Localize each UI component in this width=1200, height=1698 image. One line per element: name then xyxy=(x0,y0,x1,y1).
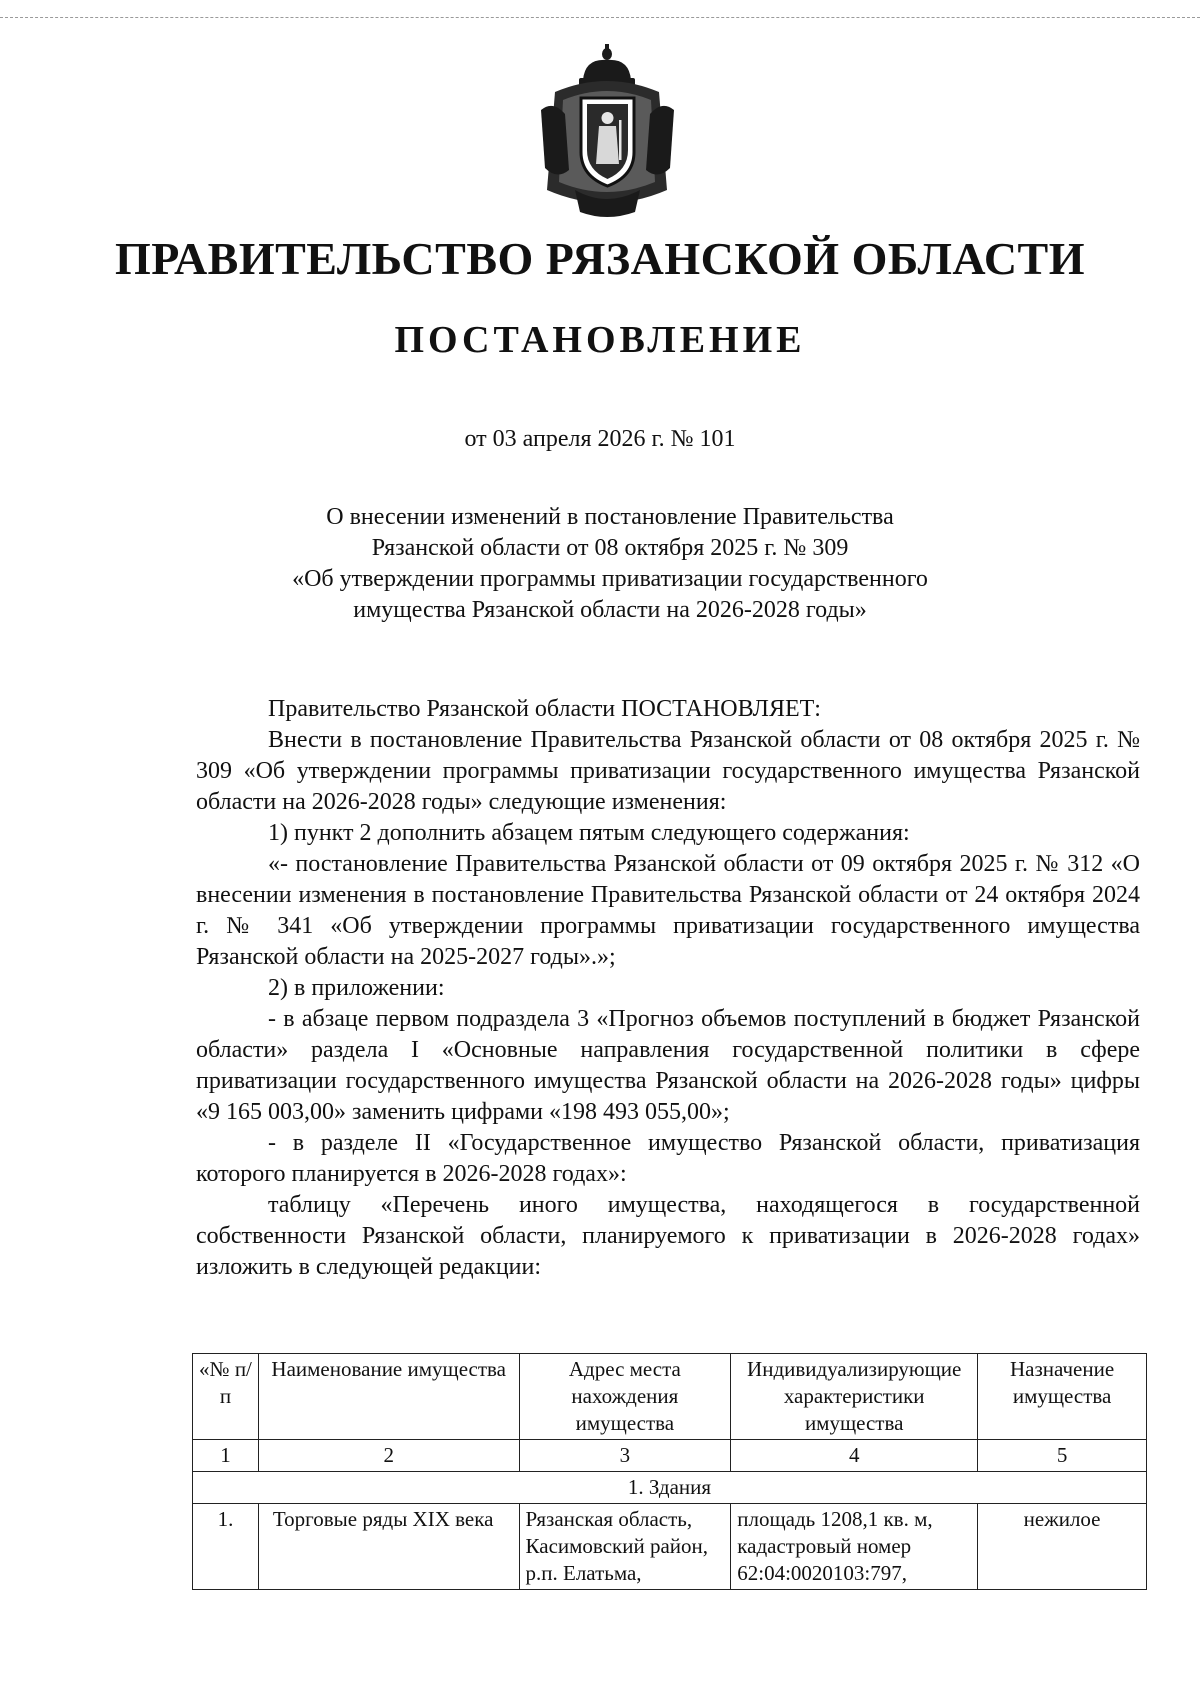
body-paragraph-item-1-text: «- постановление Правительства Рязанской области от 09 октября 2025 г. № 312 «О внесении изменения в постановление Правительства Рязанской области от 24 октября 2024 г. № 341 «Об утверждении программы приватизации государственного имущества Рязанской области на 2025-2027 годы».»; xyxy=(196,851,1140,970)
document-subject xyxy=(260,502,960,626)
header-num: «№ п/п xyxy=(193,1354,259,1440)
government-title: ПРАВИТЕЛЬСТВО РЯЗАНСКОЙ ОБЛАСТИ xyxy=(114,233,1086,284)
body-paragraph-item-2: 2) в приложении: xyxy=(268,975,445,1001)
subject-line: О внесении изменений в постановление Правительства xyxy=(326,504,894,530)
header-purpose: Назначение имущества xyxy=(978,1354,1147,1440)
scan-top-border xyxy=(0,17,1200,18)
header-address: Адрес места нахождения имущества xyxy=(519,1354,731,1440)
column-number: 2 xyxy=(258,1440,519,1472)
property-name: Торговые ряды XIX века xyxy=(258,1504,519,1590)
column-number: 1 xyxy=(193,1440,259,1472)
body-paragraph-amend-intro: Внести в постановление Правительства Рязанской области от 08 октября 2025 г. № 309 «Об утверждении программы приватизации государственного имущества Рязанской области на 2026-2028 годы» следующие изменения: xyxy=(196,727,1140,815)
property-address: Рязанская область, Касимовский район, р.п. Елатьма, xyxy=(519,1504,731,1590)
column-number: 5 xyxy=(978,1440,1147,1472)
body-paragraph-item-2-section: - в разделе II «Государственное имущество Рязанской области, приватизация которого планируется в 2026-2028 годах»: xyxy=(196,1130,1140,1187)
property-purpose: нежилое xyxy=(978,1504,1147,1590)
column-number: 3 xyxy=(519,1440,731,1472)
table-section-row xyxy=(193,1472,1147,1504)
row-number: 1. xyxy=(193,1504,259,1590)
body-paragraph-resolves: Правительство Рязанской области ПОСТАНОВЛЯЕТ: xyxy=(268,696,821,722)
date-and-number: от 03 апреля 2026 г. № 101 xyxy=(464,426,736,452)
body-paragraph-item-2-forecast: - в абзаце первом подраздела 3 «Прогноз объемов поступлений в бюджет Рязанской области» раздела I «Основные направления государственной политики в сфере приватизации государственного имущества Рязанской области на 2026-2028 годы» цифры «9 165 003,00» заменить цифрами «198 493 055,00»; xyxy=(196,1006,1140,1125)
section-heading: 1. Здания xyxy=(193,1472,1147,1504)
property-characteristics: площадь 1208,1 кв. м, кадастровый номер 62:04:0020103:797, xyxy=(731,1504,978,1590)
table-header-row xyxy=(193,1354,1147,1440)
header-name: Наименование имущества xyxy=(258,1354,519,1440)
table-column-numbers-row xyxy=(193,1440,1147,1472)
body-paragraph-item-2-table: таблицу «Перечень иного имущества, находящегося в государственной собственности Рязанской области, планируемого к приватизации в 2026-2028 годах» изложить в следующей редакции: xyxy=(196,1192,1140,1280)
coat-of-arms-emblem xyxy=(535,40,680,220)
table-row xyxy=(193,1504,1147,1590)
subject-line: Рязанской области от 08 октября 2025 г. № 309 xyxy=(371,535,849,561)
property-table xyxy=(192,1353,1147,1590)
document-type-heading: ПОСТАНОВЛЕНИЕ xyxy=(394,319,806,361)
body-paragraph-item-1: 1) пункт 2 дополнить абзацем пятым следующего содержания: xyxy=(268,820,910,846)
subject-line: имущества Рязанской области на 2026-2028 годы» xyxy=(353,597,867,623)
column-number: 4 xyxy=(731,1440,978,1472)
header-characteristics: Индивидуализирующие характеристики имущества xyxy=(731,1354,978,1440)
document-body xyxy=(196,694,1140,1283)
subject-line: «Об утверждении программы приватизации государственного xyxy=(292,566,928,592)
